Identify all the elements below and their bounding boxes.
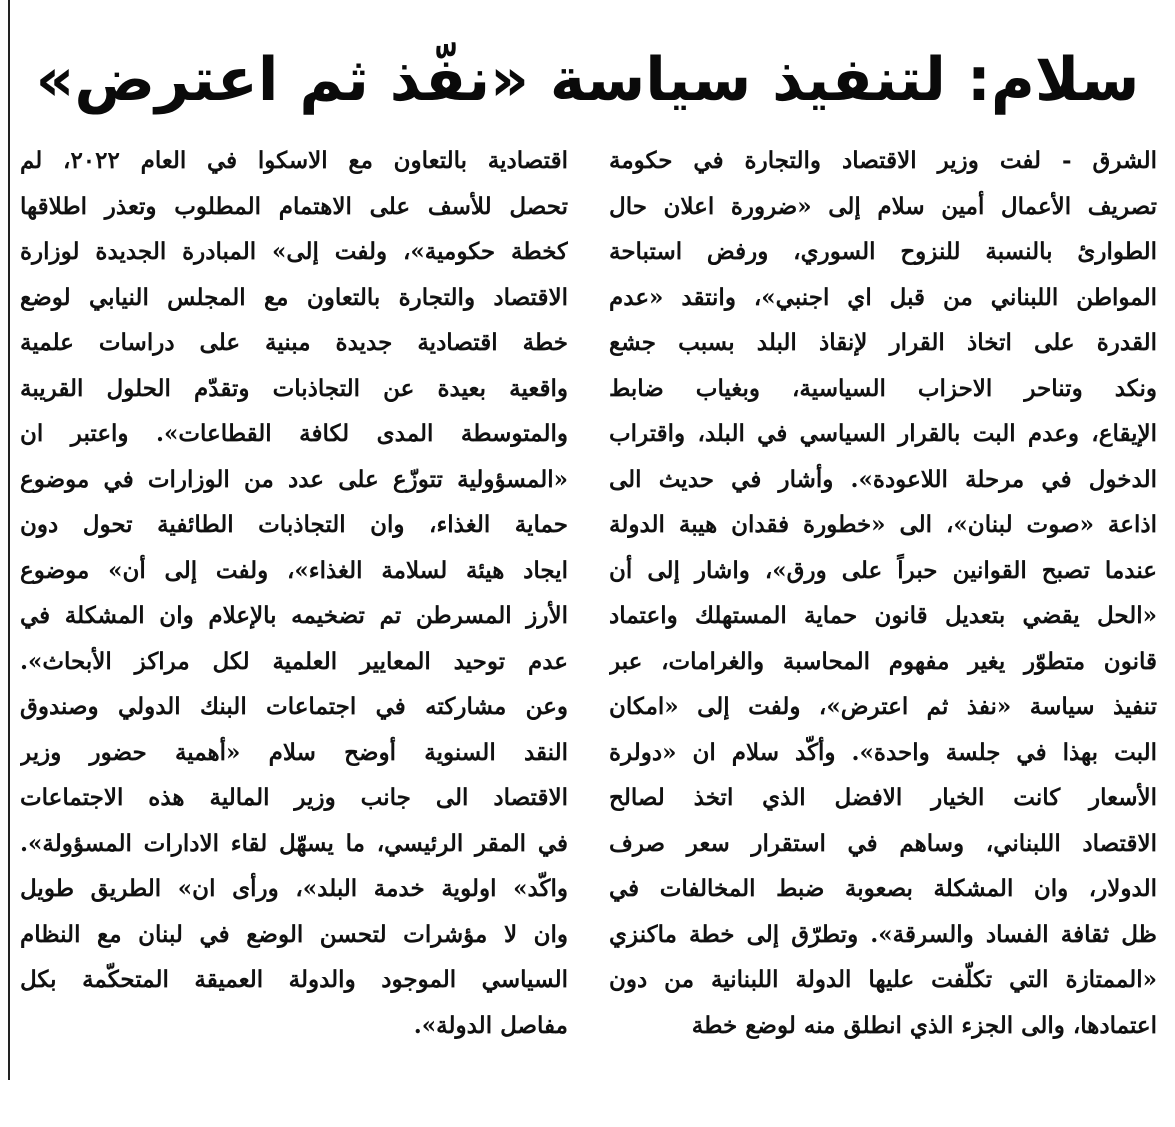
article-line: الدخول في مرحلة اللاعودة». وأشار في حديث الى <box>609 465 1157 493</box>
article-line: واقعية بعيدة عن التجاذبات وتقدّم الحلول القريبة <box>20 374 568 402</box>
article-line: «الممتازة التي تكلّفت عليها الدولة اللبنانية من دون <box>609 966 1157 993</box>
article-line: تحصل للأسف على الاهتمام المطلوب وتعذر اطلاقها <box>20 192 568 220</box>
article-line: ونكد وتناحر الاحزاب السياسية، وبغياب ضابط <box>609 374 1157 402</box>
article-line: تنفيذ سياسة «نفذ ثم اعترض»، ولفت إلى «امكان <box>609 693 1157 720</box>
article-line: في المقر الرئيسي، ما يسهّل لقاء الادارات المسؤولة». <box>20 829 568 857</box>
article-line: «المسؤولية تتوزّع على عدد من الوزارات في موضوع <box>20 465 568 493</box>
article-line: النقد السنوية أوضح سلام «أهمية حضور وزير <box>20 738 568 766</box>
article-column-right <box>609 138 1157 1048</box>
article-line: قانون متطوّر يغير مفهوم المحاسبة والغرامات، عبر <box>609 647 1157 675</box>
article-line: مفاصل الدولة». <box>413 1011 568 1039</box>
article-line: تصريف الأعمال أمين سلام إلى «ضرورة اعلان حال <box>609 192 1157 220</box>
article-line: الاقتصاد الى جانب وزير المالية هذه الاجتماعات <box>20 784 568 811</box>
article-line: القدرة على اتخاذ القرار لإنقاذ البلد بسبب جشع <box>609 329 1157 356</box>
article-line: عدم توحيد المعايير العلمية لكل مراكز الأبحاث». <box>20 647 568 675</box>
article-line: الاقتصاد والتجارة بالتعاون مع المجلس النيابي لوضع <box>20 283 568 311</box>
article-line: اذاعة «صوت لبنان»، الى «خطورة فقدان هيبة الدولة <box>609 511 1157 538</box>
article-line: خطة اقتصادية جديدة مبنية على دراسات علمية <box>20 329 568 356</box>
article-line: الأسعار كانت الخيار الافضل الذي اتخذ لصالح <box>609 784 1157 811</box>
article-line: اقتصادية بالتعاون مع الاسكوا في العام ٢٠٢٢، لم <box>20 147 568 174</box>
article-line: والمتوسطة المدى لكافة القطاعات». واعتبر ان <box>20 420 568 447</box>
article-line: وان لا مؤشرات لتحسن الوضع في لبنان مع النظام <box>20 920 568 948</box>
article-line: ايجاد هيئة لسلامة الغذاء»، ولفت إلى أن» موضوع <box>20 556 568 584</box>
article-line: المواطن اللبناني من قبل اي اجنبي»، وانتقد «عدم <box>609 283 1157 311</box>
article-column-left <box>20 138 568 1048</box>
article-line: عندما تصبح القوانين حبراً على ورق»، واشار إلى أن <box>609 556 1157 584</box>
article-line: وعن مشاركته في اجتماعات البنك الدولي وصندوق <box>20 693 568 720</box>
article-line: السياسي الموجود والدولة العميقة المتحكّمة بكل <box>20 966 568 993</box>
article-line: الشرق - لفت وزير الاقتصاد والتجارة في حكومة <box>609 147 1157 174</box>
article-line: الطوارئ بالنسبة للنزوح السوري، ورفض استباحة <box>609 238 1157 265</box>
article-line: واكّد» اولوية خدمة البلد»، ورأى ان» الطريق طويل <box>20 875 568 902</box>
column-border-rule <box>8 0 10 1080</box>
article-line: الإيقاع، وعدم البت بالقرار السياسي في البلد، واقتراب <box>609 420 1157 447</box>
article-line: ظل ثقافة الفساد والسرقة». وتطرّق إلى خطة ماكنزي <box>609 920 1157 948</box>
article-line: كخطة حكومية»، ولفت إلى» المبادرة الجديدة لوزارة <box>20 238 568 265</box>
article-line: الاقتصاد اللبناني، وساهم في استقرار سعر صرف <box>609 829 1157 857</box>
article-line: اعتمادها، والى الجزء الذي انطلق منه لوضع خطة <box>691 1011 1157 1039</box>
article-line: الدولار، وان المشكلة بصعوبة ضبط المخالفات في <box>609 875 1157 902</box>
article-line: البت بهذا في جلسة واحدة». وأكّد سلام ان «دولرة <box>609 738 1157 766</box>
article-line: «الحل يقضي بتعديل قانون حماية المستهلك واعتماد <box>609 602 1157 629</box>
article-line: الأرز المسرطن تم تضخيمه بالإعلام وان المشكلة في <box>20 602 568 629</box>
article-line: حماية الغذاء، وان التجاذبات الطائفية تحول دون <box>20 511 568 538</box>
article-headline: سلام: لتنفيذ سياسة «نفّذ ثم اعترض» <box>35 45 1140 115</box>
